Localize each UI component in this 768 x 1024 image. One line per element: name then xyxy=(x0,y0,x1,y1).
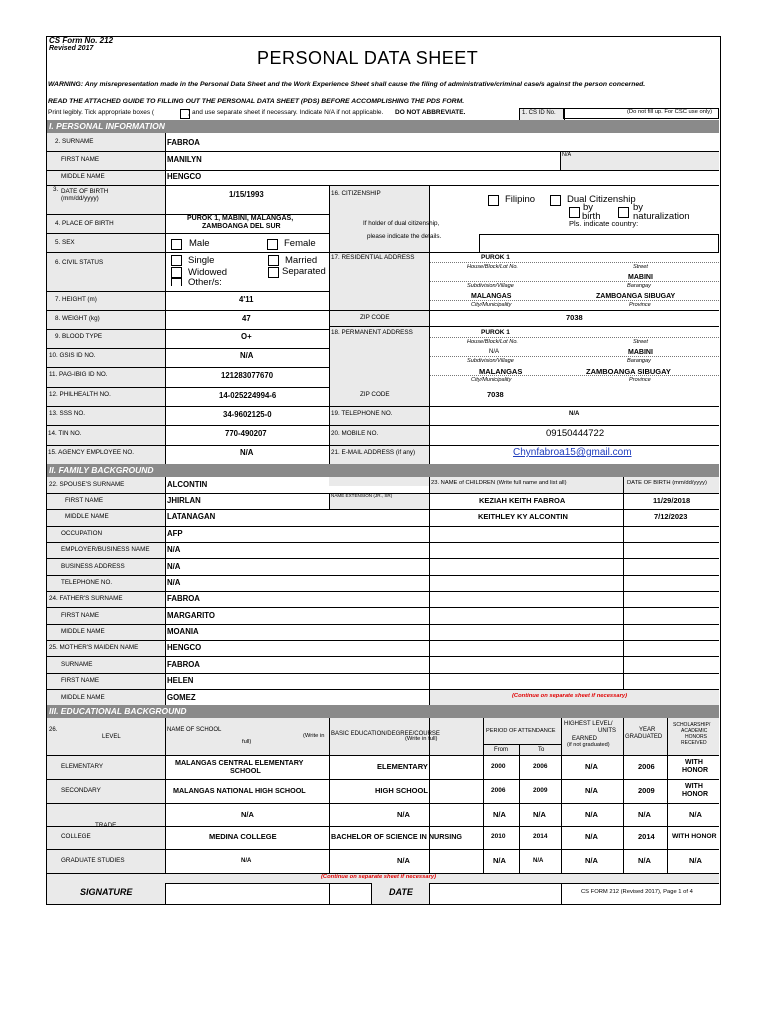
edu-secondary-honors[interactable]: WITH xyxy=(685,783,703,790)
father-surname-label: 24. FATHER'S SURNAME xyxy=(49,595,123,602)
date-label: DATE xyxy=(389,887,413,897)
edu-secondary-year[interactable]: 2009 xyxy=(638,786,655,795)
edu-elementary-to[interactable]: 2006 xyxy=(533,763,548,770)
dob-format: (mm/dd/yyyy) xyxy=(61,195,99,202)
dob-label: DATE OF BIRTH xyxy=(61,188,109,195)
edu-elementary-course[interactable]: ELEMENTARY xyxy=(377,762,428,771)
edu-school-header-3: full) xyxy=(242,739,252,745)
perm-barangay-caption: Barangay xyxy=(627,358,651,364)
single-checkbox[interactable] xyxy=(171,255,182,266)
by-naturalization-label-1: by xyxy=(633,202,644,213)
occupation-label: OCCUPATION xyxy=(61,530,103,537)
signature-field[interactable] xyxy=(165,883,329,904)
dual-holder-note-2: please indicate the details. xyxy=(367,233,442,240)
pob-value-line2[interactable]: ZAMBOANGA DEL SUR xyxy=(202,223,281,230)
edu-level-header: LEVEL xyxy=(102,734,121,740)
edu-year-header-2: GRADUATED xyxy=(625,734,663,740)
height-value[interactable]: 4'11 xyxy=(239,295,254,304)
edu-elementary-honors[interactable]: WITH xyxy=(685,759,703,766)
telephone-value[interactable]: N/A xyxy=(569,411,580,417)
gsis-label: 10. GSIS ID NO. xyxy=(49,352,96,359)
edu-course-header: BASIC EDUCATION/DEGREE/COURSE xyxy=(331,731,440,737)
print-instruction-b: ) and use separate sheet if necessary. Indicate N/A if not applicable. xyxy=(188,109,384,116)
spouse-surname-value[interactable]: ALCONTIN xyxy=(167,480,208,489)
perm-province-caption: Province xyxy=(629,377,651,383)
edu-college-honors[interactable]: WITH HONOR xyxy=(672,833,717,840)
cs-id-label: 1. CS ID No. xyxy=(522,110,556,116)
edu-secondary-from[interactable]: 2006 xyxy=(491,787,506,794)
res-barangay-value[interactable]: MABINI xyxy=(628,274,653,281)
date-field[interactable] xyxy=(429,883,561,904)
permanent-address-label: 18. PERMANENT ADDRESS xyxy=(331,329,413,336)
edu-elementary-school[interactable]: MALANGAS CENTRAL ELEMENTARY xyxy=(175,758,304,767)
form-page-number: CS FORM 212 (Revised 2017), Page 1 of 4 xyxy=(581,889,693,895)
edu-secondary-course[interactable]: HIGH SCHOOL xyxy=(375,786,428,795)
country-select[interactable] xyxy=(479,234,719,253)
warning-text: WARNING: Any misrepresentation made in the Personal Data Sheet and the Work Experience Sheet shall cause the filing of administrative/criminal case/s against the person concerned. xyxy=(48,81,646,88)
edu-trade-units[interactable]: N/A xyxy=(585,810,598,819)
csc-use-note: (Do not fill up. For CSC use only) xyxy=(627,109,713,115)
page-title: PERSONAL DATA SHEET xyxy=(257,48,479,68)
perm-barangay-value[interactable]: MABINI xyxy=(628,349,653,356)
section-educational-background: III. EDUCATIONAL BACKGROUND xyxy=(47,705,719,718)
children-header: 23. NAME of CHILDREN (Write full name and list all) xyxy=(431,480,567,486)
residential-address-label: 17. RESIDENTIAL ADDRESS xyxy=(331,254,415,261)
child-2-name[interactable]: KEITHLEY KY ALCONTIN xyxy=(478,512,568,521)
single-label: Single xyxy=(188,255,215,266)
perm-province-value[interactable]: ZAMBOANGA SIBUGAY xyxy=(586,367,671,376)
female-label: Female xyxy=(284,238,316,249)
form-number: CS Form No. 212 xyxy=(49,36,114,45)
edu-graduate-honors[interactable]: N/A xyxy=(689,856,702,865)
edu-honors-header-4: RECEIVED xyxy=(681,740,707,746)
married-checkbox[interactable] xyxy=(268,255,279,266)
edu-graduate-label: GRADUATE STUDIES xyxy=(61,857,125,864)
spouse-middle-value[interactable]: LATANAGAN xyxy=(167,512,216,521)
indicate-country-label: Pls. indicate country: xyxy=(569,219,639,228)
edu-trade-from[interactable]: N/A xyxy=(493,810,506,819)
edu-college-course[interactable]: BACHELOR OF SCIENCE IN NURSING xyxy=(331,832,462,841)
filipino-checkbox[interactable] xyxy=(488,195,499,206)
edu-elementary-label: ELEMENTARY xyxy=(61,763,104,770)
edu-elementary-honors-2[interactable]: HONOR xyxy=(682,767,709,774)
edu-units-header-4: (if not graduated) xyxy=(567,742,610,748)
pob-label: 4. PLACE OF BIRTH xyxy=(55,220,114,227)
res-subdivision-caption: Subdivision/Village xyxy=(467,283,514,289)
edu-graduate-year[interactable]: N/A xyxy=(638,856,651,865)
agency-employee-label: 15. AGENCY EMPLOYEE NO. xyxy=(48,449,134,456)
edu-graduate-to[interactable]: N/A xyxy=(533,858,544,864)
widowed-checkbox[interactable] xyxy=(171,267,182,278)
email-value[interactable]: Chynfabroa15@gmail.com xyxy=(513,447,632,458)
edu-trade-year[interactable]: N/A xyxy=(638,810,651,819)
edu-trade-school[interactable]: N/A xyxy=(241,810,254,819)
res-street-caption: Street xyxy=(633,264,648,270)
perm-house-caption: House/Block/Lot No. xyxy=(467,339,518,345)
philhealth-label: 12. PHILHEALTH NO. xyxy=(49,391,111,398)
by-birth-checkbox[interactable] xyxy=(569,207,580,218)
gsis-value[interactable]: N/A xyxy=(240,351,254,360)
res-barangay-caption: Barangay xyxy=(627,283,651,289)
mother-middle-label: MIDDLE NAME xyxy=(61,694,105,701)
mobile-value[interactable]: 09150444722 xyxy=(546,428,605,439)
mother-maiden-value[interactable]: HENGCO xyxy=(167,643,202,652)
pob-value-line1[interactable]: PUROK 1, MABINI, MALANGAS, xyxy=(187,215,294,222)
dual-citizenship-checkbox[interactable] xyxy=(550,195,561,206)
spouse-first-value[interactable]: JHIRLAN xyxy=(167,496,201,505)
perm-zip-value[interactable]: 7038 xyxy=(487,390,504,399)
mother-first-label: FIRST NAME xyxy=(61,677,100,684)
personal-data-sheet xyxy=(46,36,721,905)
edu-units-header-3: EARNED xyxy=(572,736,598,742)
by-birth-label-2: birth xyxy=(582,211,601,222)
res-zip-value[interactable]: 7038 xyxy=(566,313,583,322)
child-1-name[interactable]: KEZIAH KEITH FABROA xyxy=(479,496,566,505)
mother-maiden-label: 25. MOTHER'S MAIDEN NAME xyxy=(49,644,139,651)
sex-label: 5. SEX xyxy=(55,239,75,246)
edu-college-from[interactable]: 2010 xyxy=(491,833,506,840)
education-level-column xyxy=(47,755,165,873)
edu-secondary-honors-2[interactable]: HONOR xyxy=(682,791,709,798)
section-personal-information: I. PERSONAL INFORMATION xyxy=(47,120,719,133)
perm-subdivision-caption: Subdivision/Village xyxy=(467,358,514,364)
res-house-caption: House/Block/Lot No. xyxy=(467,264,518,270)
tin-value[interactable]: 770-490207 xyxy=(225,429,267,438)
spouse-first-label: FIRST NAME xyxy=(65,497,104,504)
female-checkbox[interactable] xyxy=(267,239,278,250)
spouse-surname-label: 22. SPOUSE'S SURNAME xyxy=(49,481,125,488)
res-zip-label: ZIP CODE xyxy=(360,314,390,321)
res-province-value[interactable]: ZAMBOANGA SIBUGAY xyxy=(596,293,676,300)
father-middle-value[interactable]: MOANIA xyxy=(167,627,199,636)
edu-graduate-from[interactable]: N/A xyxy=(493,856,506,865)
business-address-label: BUSINESS ADDRESS xyxy=(61,563,125,570)
edu-elementary-units[interactable]: N/A xyxy=(585,762,598,771)
agency-employee-value[interactable]: N/A xyxy=(240,448,254,457)
mother-surname-value[interactable]: FABROA xyxy=(167,660,200,669)
father-first-value[interactable]: MARGARITO xyxy=(167,611,215,620)
mother-surname-label: SURNAME xyxy=(61,661,93,668)
edu-year-header-1: YEAR xyxy=(639,727,656,733)
children-continue-note: (Continue on separate sheet if necessary) xyxy=(512,693,628,699)
signature-label: SIGNATURE xyxy=(80,887,133,897)
edu-secondary-school[interactable]: MALANGAS NATIONAL HIGH SCHOOL xyxy=(173,786,306,795)
perm-street-caption: Street xyxy=(633,339,648,345)
name-extension-value[interactable]: N/A xyxy=(562,152,572,158)
surname-value[interactable]: FABROA xyxy=(167,138,200,147)
edu-college-year[interactable]: 2014 xyxy=(638,832,655,841)
dob-value[interactable]: 1/15/1993 xyxy=(229,190,264,199)
dual-citizenship-label: Dual Citizenship xyxy=(567,194,636,205)
mother-first-value[interactable]: HELEN xyxy=(167,676,194,685)
edu-college-label: COLLEGE xyxy=(61,833,91,840)
filipino-label: Filipino xyxy=(505,194,536,205)
print-instruction-a: Print legibly. Tick appropriate boxes ( xyxy=(48,109,155,116)
middle-name-value[interactable]: HENGCO xyxy=(167,172,202,181)
perm-city-caption: City/Municipality xyxy=(471,377,512,383)
sss-label: 13. SSS NO. xyxy=(49,410,86,417)
occupation-value[interactable]: AFP xyxy=(167,529,183,538)
pagibig-label: 11. PAG-IBIG ID NO. xyxy=(49,371,108,378)
father-first-label: FIRST NAME xyxy=(61,612,100,619)
child-1-dob[interactable]: 11/29/2018 xyxy=(653,496,691,505)
perm-city-value[interactable]: MALANGAS xyxy=(479,367,523,376)
edu-trade-honors[interactable]: N/A xyxy=(689,810,702,819)
perm-house-value[interactable]: PUROK 1 xyxy=(481,329,510,336)
civil-status-options xyxy=(166,252,329,286)
father-surname-value[interactable]: FABROA xyxy=(167,594,200,603)
children-dob-header: DATE OF BIRTH (mm/dd/yyyy) xyxy=(627,480,707,486)
by-birth-label-1: by xyxy=(583,202,594,213)
sss-value[interactable]: 34-9602125-0 xyxy=(223,410,272,419)
education-continue-note: (Continue on separate sheet if necessary) xyxy=(321,874,437,880)
middle-name-label: MIDDLE NAME xyxy=(61,173,105,180)
weight-label: 8. WEIGHT (kg) xyxy=(55,315,100,322)
edu-secondary-to[interactable]: 2009 xyxy=(533,787,548,794)
edu-secondary-units[interactable]: N/A xyxy=(585,786,598,795)
first-name-value[interactable]: MANILYN xyxy=(167,155,202,164)
res-city-value[interactable]: MALANGAS xyxy=(471,293,512,300)
male-checkbox[interactable] xyxy=(171,239,182,250)
weight-value[interactable]: 47 xyxy=(242,314,251,323)
section-family-background: II. FAMILY BACKGROUND xyxy=(47,464,719,477)
form-revision: Revised 2017 xyxy=(49,45,94,52)
edu-item-number: 26. xyxy=(49,727,58,733)
edu-college-to[interactable]: 2014 xyxy=(533,833,548,840)
edu-college-units[interactable]: N/A xyxy=(585,832,598,841)
male-label: Male xyxy=(189,238,210,249)
no-abbreviate-text: DO NOT ABBREVIATE. xyxy=(395,109,466,116)
separated-checkbox[interactable] xyxy=(268,267,279,278)
email-label: 21. E-MAIL ADDRESS (if any) xyxy=(331,449,416,456)
res-province-caption: Province xyxy=(629,302,651,308)
civil-status-label: 6. CIVIL STATUS xyxy=(55,259,104,266)
separated-label: Separated xyxy=(282,266,326,277)
edu-trade-course[interactable]: N/A xyxy=(397,810,410,819)
guide-instruction: READ THE ATTACHED GUIDE TO FILLING OUT THE PERSONAL DATA SHEET (PDS) BEFORE ACCOMPLISHING THE PDS FORM. xyxy=(48,98,465,105)
tin-label: 14. TIN NO. xyxy=(48,430,82,437)
edu-college-school[interactable]: MEDINA COLLEGE xyxy=(209,832,277,841)
edu-school-header-2: (Write in xyxy=(303,733,325,739)
edu-units-header-2: UNITS xyxy=(598,728,616,734)
edu-secondary-label: SECONDARY xyxy=(61,787,101,794)
edu-elementary-year[interactable]: 2006 xyxy=(638,762,655,771)
edu-honors-header-2: ACADEMIC xyxy=(681,728,708,734)
perm-subdivision-value[interactable]: N/A xyxy=(489,349,500,355)
spouse-middle-label: MIDDLE NAME xyxy=(65,513,109,520)
edu-trade-label: TRADE xyxy=(95,822,117,829)
edu-from-header: From xyxy=(494,747,508,753)
mobile-label: 20. MOBILE NO. xyxy=(331,430,379,437)
edu-elementary-school-2[interactable]: SCHOOL xyxy=(230,766,261,775)
edu-graduate-course[interactable]: N/A xyxy=(397,856,410,865)
blood-type-label: 9. BLOOD TYPE xyxy=(55,333,103,340)
edu-honors-header-1: SCHOLARSHIP/ xyxy=(673,722,711,728)
edu-trade-to[interactable]: N/A xyxy=(533,810,546,819)
employer-label: EMPLOYER/BUSINESS NAME xyxy=(61,546,150,553)
mother-middle-value[interactable]: GOMEZ xyxy=(167,693,196,702)
married-label: Married xyxy=(285,255,318,266)
edu-period-header: PERIOD OF ATTENDANCE xyxy=(486,728,556,734)
business-address-value[interactable]: N/A xyxy=(167,562,181,571)
by-naturalization-label-2: naturalization xyxy=(633,211,690,222)
edu-units-header-1: HIGHEST LEVEL/ xyxy=(564,721,613,727)
spouse-telephone-value[interactable]: N/A xyxy=(167,578,181,587)
surname-label: 2. SURNAME xyxy=(55,138,94,145)
edu-to-header: To xyxy=(538,747,545,753)
others-checkbox[interactable] xyxy=(171,278,182,286)
father-middle-label: MIDDLE NAME xyxy=(61,628,105,635)
blood-type-value[interactable]: O+ xyxy=(241,332,252,341)
name-extension-cell xyxy=(560,151,719,170)
first-name-label: FIRST NAME xyxy=(61,156,100,163)
child-2-dob[interactable]: 7/12/2023 xyxy=(654,512,688,521)
edu-graduate-school[interactable]: N/A xyxy=(241,858,252,864)
perm-zip-label: ZIP CODE xyxy=(360,391,390,398)
height-label: 7. HEIGHT (m) xyxy=(55,296,97,303)
dual-holder-note-1: If holder of dual citizenship, xyxy=(363,220,440,227)
citizenship-label: 16. CITIZENSHIP xyxy=(331,190,381,197)
philhealth-value[interactable]: 14-025224994-6 xyxy=(219,391,277,400)
telephone-label: 19. TELEPHONE NO. xyxy=(331,410,393,417)
edu-graduate-units[interactable]: N/A xyxy=(585,856,598,865)
dob-number: 3. xyxy=(53,186,59,193)
res-house-value[interactable]: PUROK 1 xyxy=(481,254,510,261)
employer-value[interactable]: N/A xyxy=(167,545,181,554)
name-extension-label: NAME EXTENSION (JR., SR) xyxy=(331,493,393,498)
res-city-caption: City/Municipality xyxy=(471,302,512,308)
others-label: Other/s: xyxy=(188,277,222,286)
pagibig-value[interactable]: 121283077670 xyxy=(221,371,274,380)
spouse-telephone-label: TELEPHONE NO. xyxy=(61,579,113,586)
edu-honors-header-3: HONORS xyxy=(685,734,707,740)
edu-course-header-2: (Write in full) xyxy=(405,736,438,742)
by-naturalization-checkbox[interactable] xyxy=(618,207,629,218)
widowed-label: Widowed xyxy=(188,267,228,278)
edu-elementary-from[interactable]: 2000 xyxy=(491,763,506,770)
edu-school-header: NAME OF SCHOOL xyxy=(167,727,222,733)
